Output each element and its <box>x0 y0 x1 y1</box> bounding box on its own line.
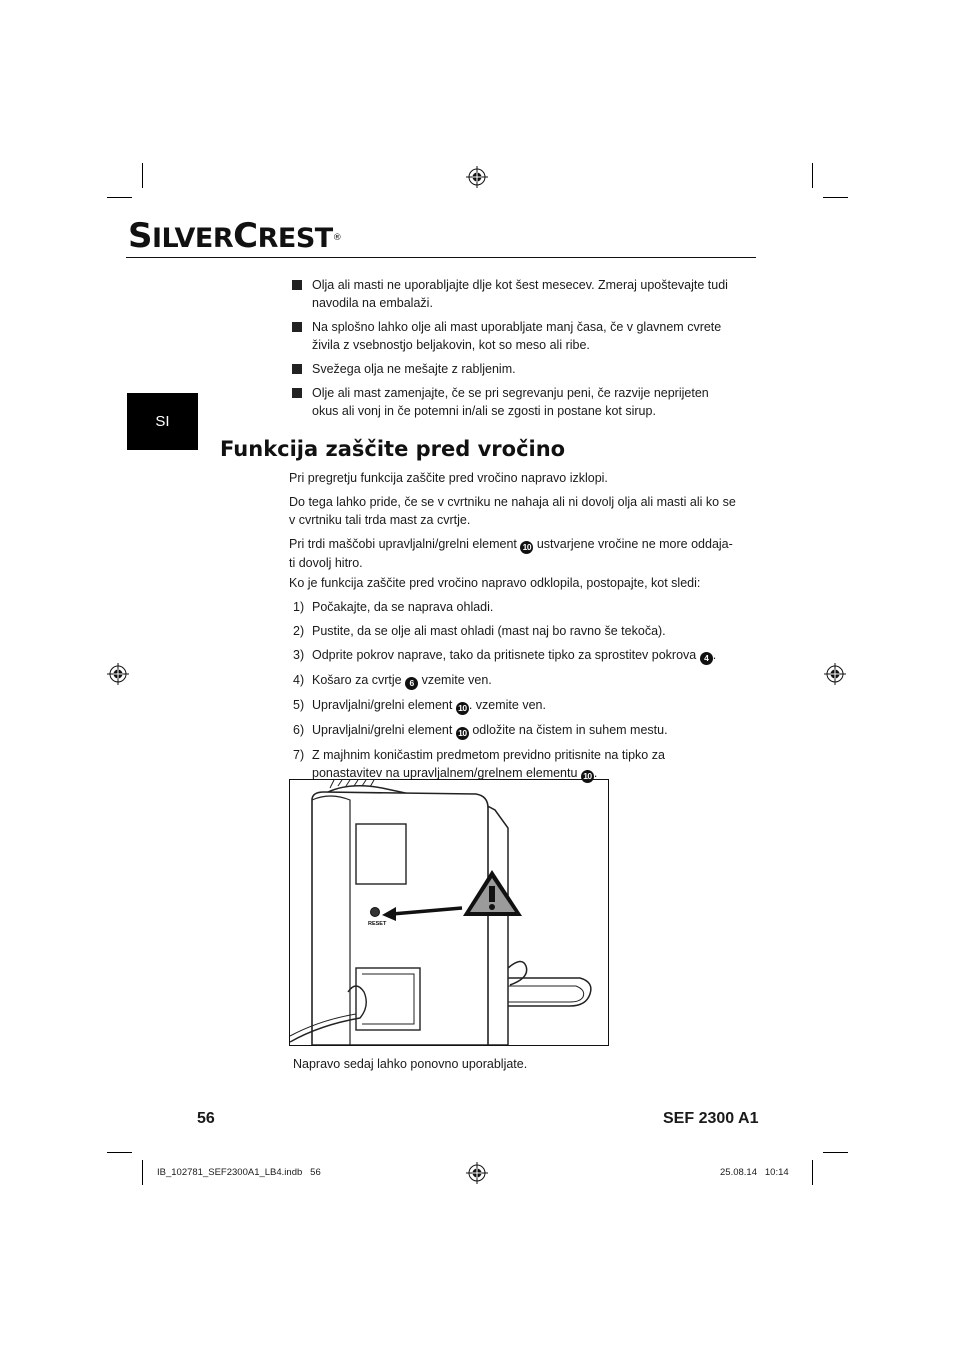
crop-mark <box>823 197 848 198</box>
crop-mark <box>812 1160 813 1185</box>
paragraph: Pri trdi maščobi upravljalni/grelni element 10 ustvarjene vročine ne more oddaja-ti dovolj hitro. <box>289 537 733 570</box>
crop-mark <box>107 197 132 198</box>
paragraph: Pri pregretju funkcija zaščite pred vročino napravo izklopi. <box>289 471 608 485</box>
page-number: 56 <box>197 1110 215 1127</box>
step-item: 2) Pustite, da se olje ali mast ohladi (mast naj bo ravno še tekoča). <box>293 624 666 638</box>
reference-number-icon: 10 <box>520 541 533 554</box>
reset-label: RESET <box>368 921 387 927</box>
crop-mark <box>142 1160 143 1185</box>
list-item: Na splošno lahko olje ali mast uporabljate manj časa, če v glavnem cvrete živila z vsebnostjo beljakovin, kot so meso ali ribe. <box>292 318 732 354</box>
reference-number-icon: 10 <box>456 702 469 715</box>
bullet-list <box>292 276 732 426</box>
crop-mark <box>823 1152 848 1153</box>
closing-paragraph: Napravo sedaj lahko ponovno uporabljate. <box>293 1057 528 1071</box>
fryer-drawing <box>290 780 608 1045</box>
step-list <box>289 598 737 783</box>
step-item: 1) Počakajte, da se naprava ohladi. <box>293 600 494 614</box>
registration-mark-icon <box>107 663 129 685</box>
step-item: 4) Košaro za cvrtje 6 vzemite ven. <box>293 673 492 688</box>
square-bullet-icon <box>292 322 302 332</box>
reset-button-illustration <box>289 779 609 1046</box>
crop-mark <box>142 163 143 188</box>
brand-logo: SILVERCREST® <box>128 216 342 256</box>
registration-mark-icon <box>466 1162 488 1184</box>
paragraph: Ko je funkcija zaščite pred vročino napravo odklopila, postopajte, kot sledi: <box>289 576 701 590</box>
reference-number-icon: 4 <box>700 652 713 665</box>
print-slug-date: 25.08.14 10:14 <box>720 1167 789 1178</box>
print-slug-file: IB_102781_SEF2300A1_LB4.indb 56 <box>157 1167 321 1178</box>
reference-number-icon: 10 <box>456 727 469 740</box>
reference-number-icon: 10 <box>581 770 594 783</box>
step-item: 7) Z majhnim koničastim predmetom previdno pritisnite na tipko za ponastavitev na upravljalnem/grelnem elementu 10 . <box>293 748 665 781</box>
paragraph: Do tega lahko pride, če se v cvrtniku ne nahaja ali ni dovolj olja ali masti ali ko se v cvrtniku tali trda mast za cvrtje. <box>289 495 736 527</box>
square-bullet-icon <box>292 364 302 374</box>
section-heading: Funkcija zaščite pred vročino <box>220 437 566 461</box>
registration-mark-icon <box>466 166 488 188</box>
step-item: 6) Upravljalni/grelni element 10 odložite na čistem in suhem mestu. <box>293 723 668 738</box>
square-bullet-icon <box>292 388 302 398</box>
crop-mark <box>812 163 813 188</box>
language-tab: SI <box>127 393 198 450</box>
list-item: Olja ali masti ne uporabljajte dlje kot šest mesecev. Zmeraj upoštevajte tudi navodila na embalaži. <box>292 276 732 312</box>
header-rule <box>126 257 756 258</box>
step-item: 3) Odprite pokrov naprave, tako da pritisnete tipko za sprostitev pokrova 4 . <box>293 648 717 663</box>
crop-mark <box>107 1152 132 1153</box>
model-number: SEF 2300 A1 <box>663 1110 759 1127</box>
registration-mark-icon <box>824 663 846 685</box>
square-bullet-icon <box>292 280 302 290</box>
reference-number-icon: 6 <box>405 677 418 690</box>
list-item: Svežega olja ne mešajte z rabljenim. <box>292 360 732 378</box>
step-item: 5) Upravljalni/grelni element 10 . vzemite ven. <box>293 698 546 713</box>
list-item: Olje ali mast zamenjajte, če se pri segrevanju peni, če razvije neprijeten okus ali vonj in če potemni in/ali se zgosti in postane kot sirup. <box>292 384 732 420</box>
section-body <box>289 469 737 789</box>
